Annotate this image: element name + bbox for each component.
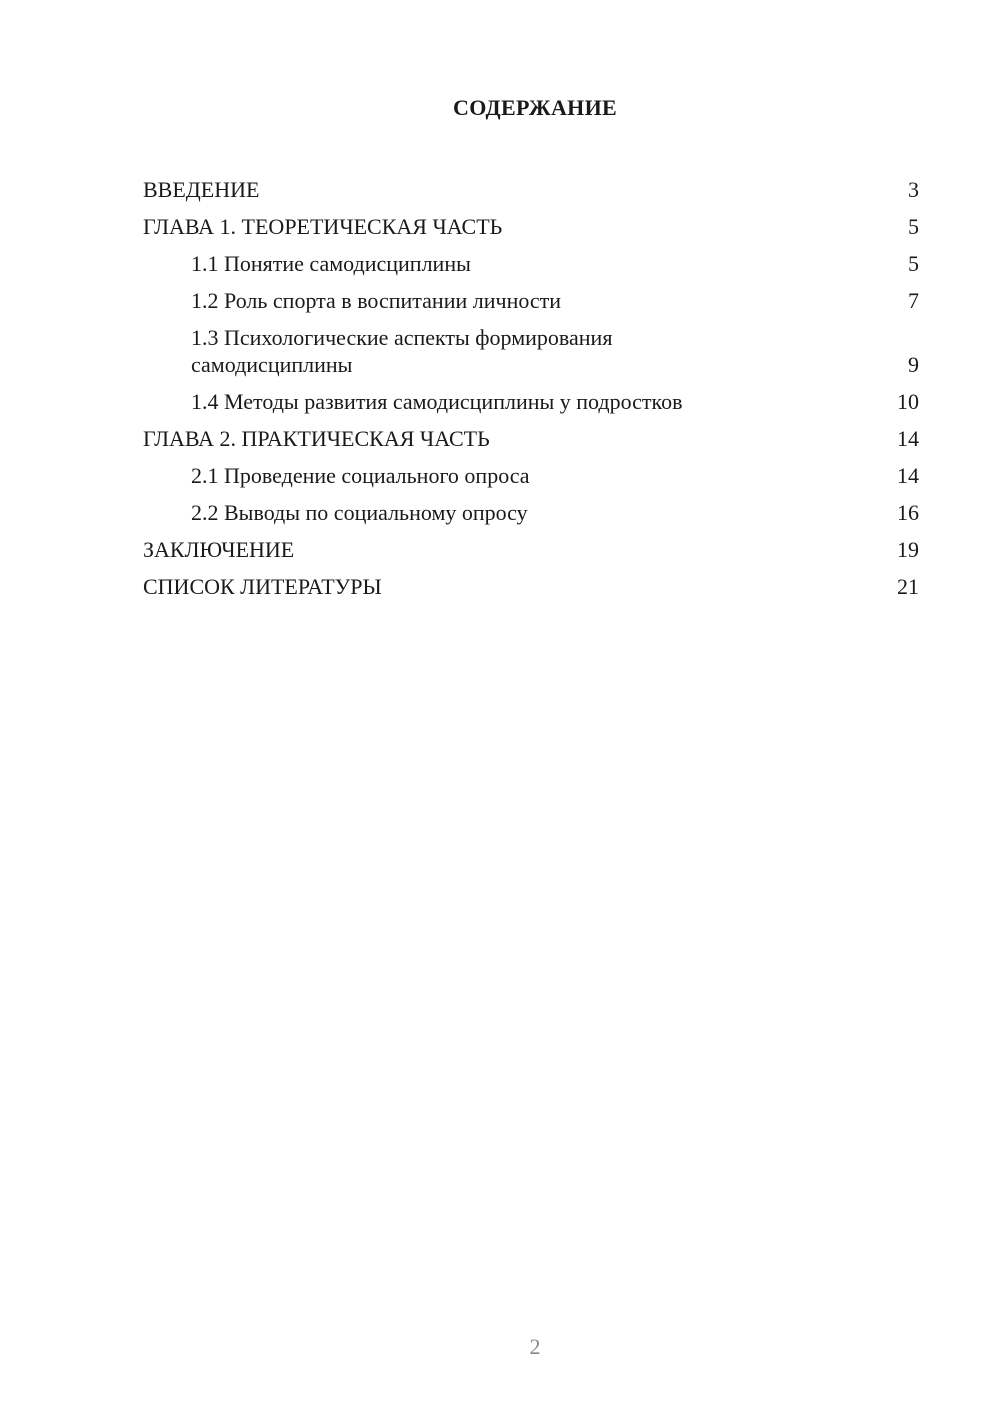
table-of-contents (143, 168, 919, 602)
toc-entry-label: 2.1 Проведение социального опроса (191, 463, 530, 488)
toc-entry-chapter-1[interactable] (143, 205, 919, 242)
toc-entry-section-1-4[interactable] (143, 380, 919, 417)
toc-entry-label: 1.1 Понятие самодисциплины (191, 251, 471, 276)
toc-entry-section-2-1[interactable] (143, 454, 919, 491)
toc-entry-page: 10 (897, 389, 919, 414)
toc-entry-label: 1.3 Психологические аспекты формирования самодисциплины (191, 325, 613, 377)
toc-entry-introduction[interactable] (143, 168, 919, 205)
toc-entry-section-1-2[interactable] (143, 279, 919, 316)
toc-entry-label: ГЛАВА 2. ПРАКТИЧЕСКАЯ ЧАСТЬ (143, 426, 490, 451)
toc-entry-page: 7 (908, 288, 919, 313)
toc-entry-page: 3 (908, 177, 919, 202)
toc-entry-page: 14 (897, 463, 919, 488)
toc-entry-bibliography[interactable] (143, 565, 919, 602)
toc-entry-label: СПИСОК ЛИТЕРАТУРЫ (143, 574, 382, 599)
toc-entry-page: 19 (897, 537, 919, 562)
toc-entry-page: 21 (897, 574, 919, 599)
toc-entry-conclusion[interactable] (143, 528, 919, 565)
toc-entry-label: 2.2 Выводы по социальному опросу (191, 500, 528, 525)
toc-entry-label: ЗАКЛЮЧЕНИЕ (143, 537, 295, 562)
page-title: СОДЕРЖАНИЕ (453, 95, 617, 120)
page-number: 2 (529, 1334, 541, 1359)
toc-entry-page: 9 (908, 352, 919, 377)
toc-entry-label: ВВЕДЕНИЕ (143, 177, 260, 202)
toc-entry-label: ГЛАВА 1. ТЕОРЕТИЧЕСКАЯ ЧАСТЬ (143, 214, 503, 239)
toc-entry-page: 16 (897, 500, 919, 525)
toc-entry-section-1-1[interactable] (143, 242, 919, 279)
toc-entry-section-1-3[interactable] (143, 316, 919, 380)
toc-entry-label: 1.2 Роль спорта в воспитании личности (191, 288, 562, 313)
toc-entry-page: 14 (897, 426, 919, 451)
toc-entry-page: 5 (908, 251, 919, 276)
toc-entry-page: 5 (908, 214, 919, 239)
toc-entry-section-2-2[interactable] (143, 491, 919, 528)
toc-entry-chapter-2[interactable] (143, 417, 919, 454)
toc-entry-label: 1.4 Методы развития самодисциплины у подростков (191, 389, 683, 414)
